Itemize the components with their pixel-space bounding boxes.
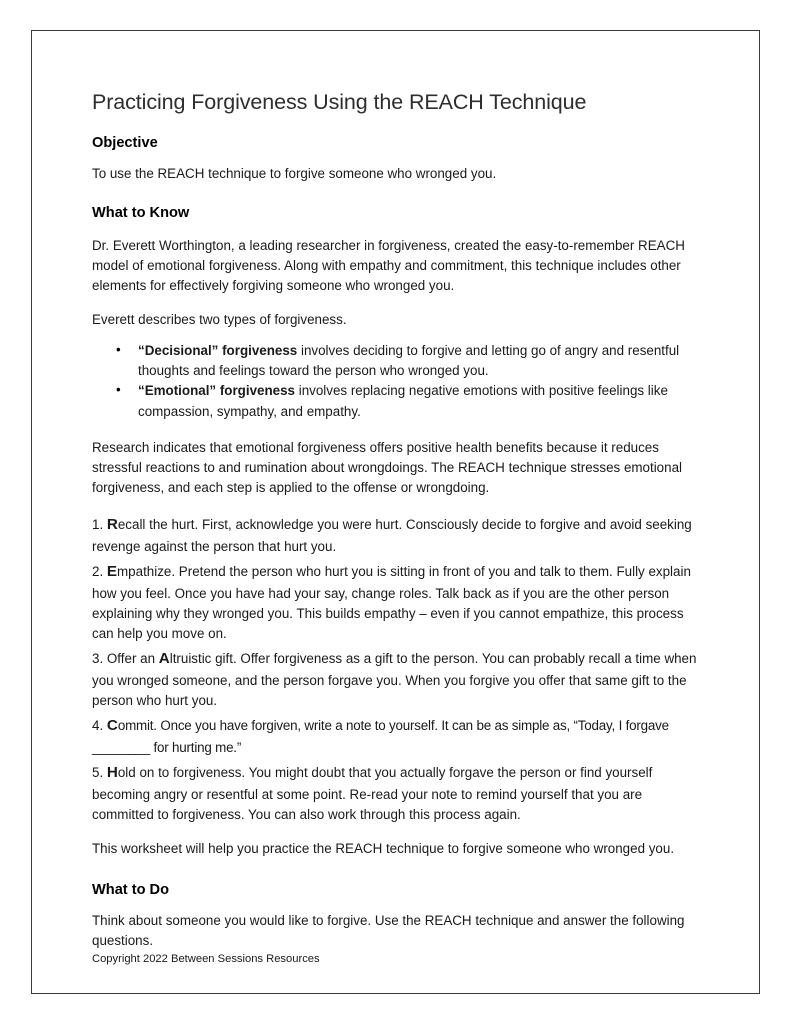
step-text: mpathize. Pretend the person who hurt you is sitting in front of you and talk to them. Fully explain how you feel. Once you have had your say, change roles. Talk back as if you are the other person explaining why they wronged you. This builds empathy – even if you cannot empathize, this process can help you move on. — [92, 563, 691, 641]
bullet-rest-text: involves deciding to forgive and letting go of angry and resentful thoughts and feelings toward the person who wronged you. — [138, 343, 680, 379]
list-item — [138, 341, 702, 381]
section-heading-what-to-know: What to Know — [92, 204, 190, 221]
step-capital-letter: C — [106, 717, 118, 735]
what-to-know-paragraph-2: Everett describes two types of forgiveness. — [92, 312, 347, 328]
page-content-column — [92, 31, 702, 993]
step-text: ecall the hurt. First, acknowledge you were hurt. Consciously decide to forgive and avoid seeking revenge against the person that hurt you. — [92, 517, 692, 554]
bullet-lead-term: “Emotional” forgiveness — [138, 383, 295, 399]
footer-copyright: Copyright 2022 Between Sessions Resources — [92, 953, 320, 966]
step-capital-letter: H — [106, 763, 118, 781]
bullet-rest-text: involves replacing negative emotions with positive feelings like compassion, sympathy, and empathy. — [138, 383, 668, 419]
step-number: 1. — [92, 517, 107, 532]
worksheet-intro-closing: This worksheet will help you practice the REACH technique to forgive someone who wronged you. — [92, 840, 675, 856]
what-to-know-paragraph-3: Research indicates that emotional forgiveness offers positive health benefits because it reduces stressful reactions to and rumination about wrongdoings. The REACH technique stresses emotional forgiveness, and each step is applied to the offense or wrongdoing. — [92, 439, 682, 495]
list-item — [138, 381, 702, 421]
section-heading-what-to-do: What to Do — [92, 882, 170, 899]
reach-step-altruistic-gift — [92, 644, 702, 711]
step-capital-letter: A — [158, 650, 170, 668]
step-text: ommit. Once you have forgiven, write a note to yourself. It can be as simple as, “Today, I forgave ________ for hurting me.” — [92, 718, 669, 755]
step-text: ltruistic gift. Offer forgiveness as a gift to the person. You can probably recall a time when you wronged someone, and the person forgave you. When you forgive you offer that same gift to the person who hurt you. — [92, 651, 697, 708]
page-title: Practicing Forgiveness Using the REACH Technique — [92, 90, 587, 114]
reach-step-empathize — [92, 557, 702, 644]
section-heading-objective: Objective — [92, 135, 158, 152]
step-number: 4. — [92, 718, 107, 734]
step-text: old on to forgiveness. You might doubt that you actually forgave the person or find yourself becoming angry or resentful at some point. Re-read your note to remind yourself that you are committed to forgiveness. You can also work through this process again. — [92, 764, 653, 822]
worksheet-page — [31, 30, 760, 994]
what-to-do-body: Think about someone you would like to forgive. Use the REACH technique and answer the following questions. — [92, 913, 685, 949]
reach-steps-block — [92, 498, 702, 825]
reach-step-hold-on — [92, 758, 702, 825]
step-capital-letter: R — [106, 516, 118, 533]
objective-body: To use the REACH technique to forgive someone who wronged you. — [92, 166, 497, 182]
reach-step-recall — [92, 514, 702, 557]
forgiveness-types-list — [92, 330, 702, 421]
step-number: 2. — [92, 563, 107, 579]
what-to-know-paragraph-1: Dr. Everett Worthington, a leading researcher in forgiveness, created the easy-to-remember REACH model of emotional forgiveness. Along with empathy and commitment, this technique includes other elements for effectively forgiving someone who wronged you. — [92, 237, 685, 294]
step-number: 5. — [92, 764, 107, 780]
reach-step-commit — [92, 711, 702, 758]
step-number: 3. Offer an — [92, 651, 159, 667]
step-capital-letter: E — [106, 562, 118, 580]
bullet-lead-term: “Decisional” forgiveness — [138, 343, 298, 359]
